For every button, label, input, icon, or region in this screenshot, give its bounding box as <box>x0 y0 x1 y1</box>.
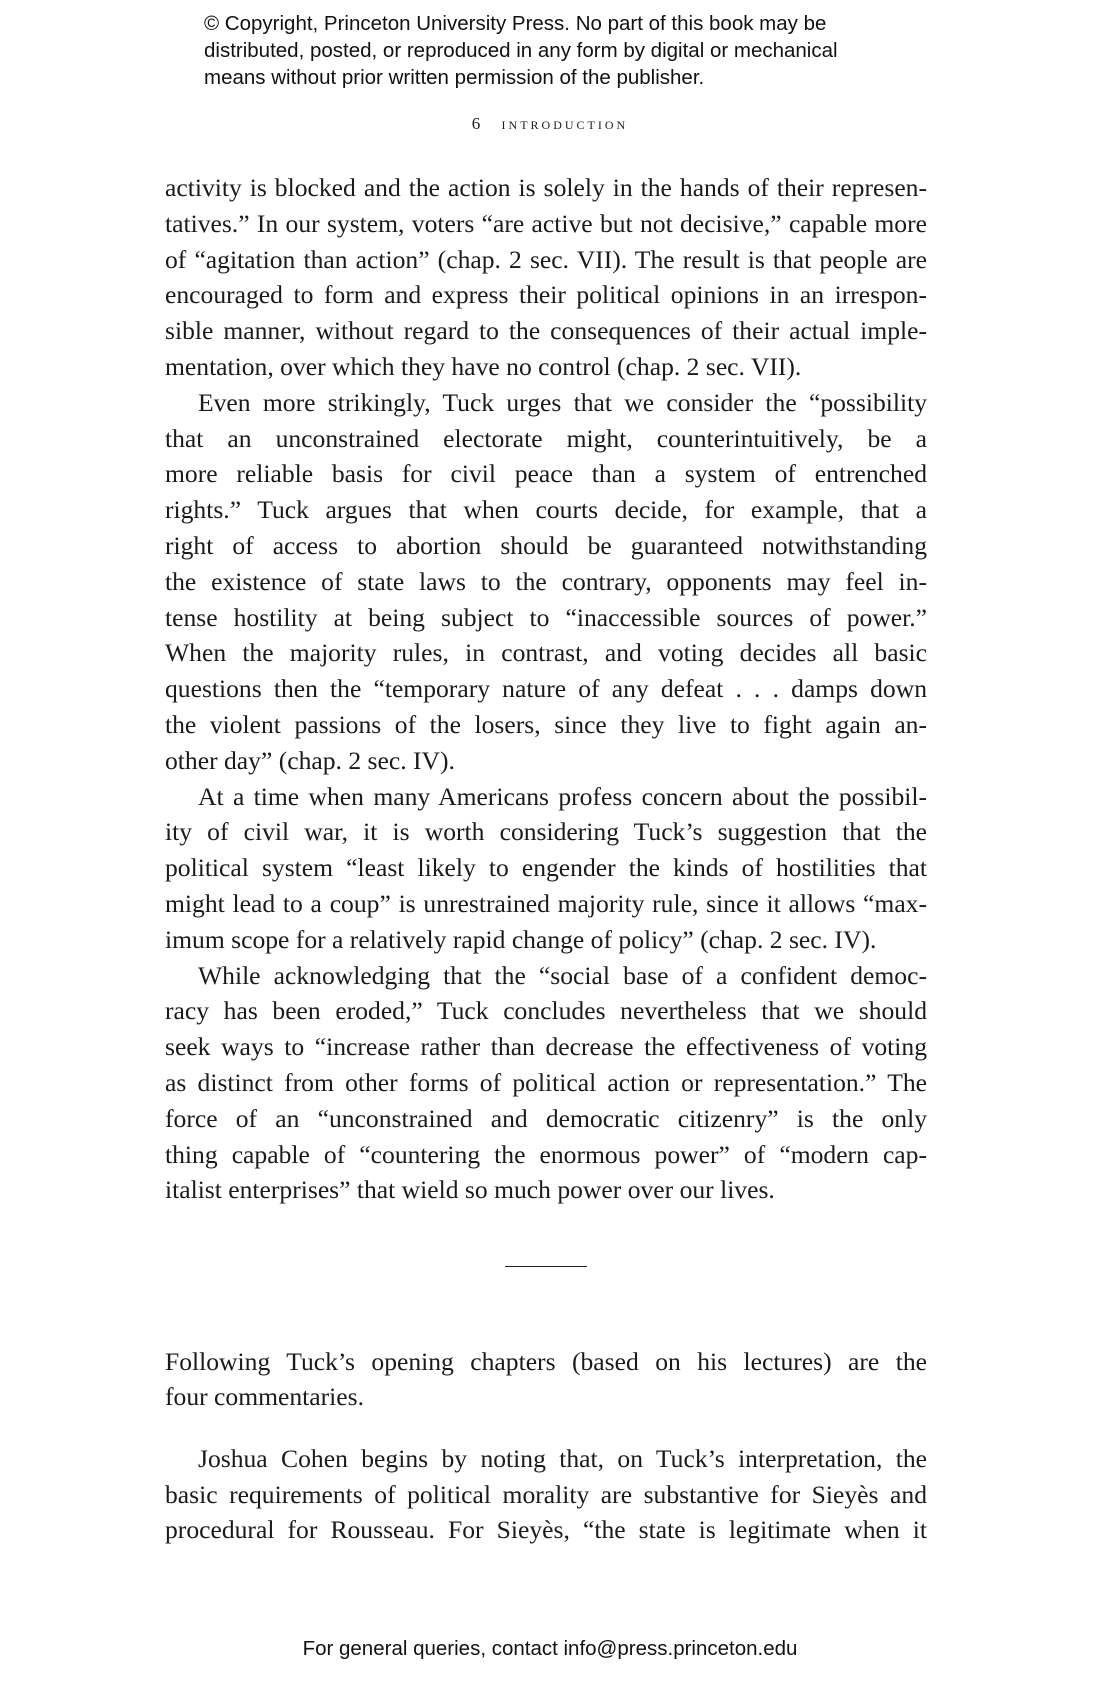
text-line: force of an “unconstrained and democratic citizenry” is the only <box>165 1103 927 1133</box>
main-text-continued <box>165 1318 927 1574</box>
text-line: four commentaries. <box>165 1382 364 1412</box>
text-line: racy has been eroded,” Tuck concludes nevertheless that we should <box>165 996 927 1026</box>
text-line: of “agitation than action” (chap. 2 sec. VII). The result is that people are <box>165 244 927 274</box>
footer-contact: For general queries, contact info@press.princeton.edu <box>302 1637 798 1660</box>
text-line: might lead to a coup” is unrestrained majority rule, since it allows “max- <box>165 888 927 918</box>
text-line: procedural for Rousseau. For Sieyès, “the state is legitimate when it <box>165 1515 927 1545</box>
running-head <box>0 114 1100 134</box>
page-number: 6 <box>471 114 481 133</box>
section-divider <box>505 1266 587 1267</box>
text-line: that an unconstrained electorate might, counterintuitively, be a <box>165 423 927 453</box>
text-line: seek ways to “increase rather than decrease the effectiveness of voting <box>165 1032 927 1062</box>
text-line: right of access to abortion should be guaranteed notwithstanding <box>165 530 927 560</box>
paragraph <box>165 958 927 1209</box>
text-line: as distinct from other forms of political action or representation.” The <box>165 1067 927 1097</box>
text-line: mentation, over which they have no control (chap. 2 sec. VII). <box>165 351 802 381</box>
text-line: the existence of state laws to the contrary, opponents may feel in- <box>165 566 927 596</box>
text-line: Following Tuck’s opening chapters (based on his lectures) are the <box>165 1346 927 1376</box>
text-line: imum scope for a relatively rapid change of policy” (chap. 2 sec. IV). <box>165 924 877 954</box>
paragraph <box>165 1441 927 1548</box>
copyright-notice <box>204 10 944 91</box>
text-line: rights.” Tuck argues that when courts decide, for example, that a <box>165 495 927 525</box>
text-line: Joshua Cohen begins by noting that, on Tuck’s interpretation, the <box>198 1443 927 1473</box>
text-line: italist enterprises” that wield so much power over our lives. <box>165 1175 775 1205</box>
copyright-line: © Copyright, Princeton University Press. No part of this book may be <box>204 12 827 35</box>
copyright-line: means without prior written permission of the publisher. <box>204 66 705 89</box>
text-line: more reliable basis for civil peace than a system of entrenched <box>165 459 927 489</box>
text-line: questions then the “temporary nature of any defeat . . . damps down <box>165 674 927 704</box>
text-line: thing capable of “countering the enormous power” of “modern cap- <box>165 1139 927 1169</box>
text-line: While acknowledging that the “social base of a confident democ- <box>198 960 927 990</box>
text-line: the violent passions of the losers, since they live to fight again an- <box>165 709 927 739</box>
main-text <box>165 170 927 1208</box>
copyright-line: distributed, posted, or reproduced in any form by digital or mechanical <box>204 39 838 62</box>
text-line: When the majority rules, in contrast, and voting decides all basic <box>165 638 927 668</box>
text-line: sible manner, without regard to the consequences of their actual imple- <box>165 316 927 346</box>
paragraph <box>165 170 927 385</box>
paragraph <box>165 1344 927 1416</box>
text-line: ity of civil war, it is worth considering Tuck’s suggestion that the <box>165 817 927 847</box>
text-line: Even more strikingly, Tuck urges that we consider the “possibility <box>198 387 927 417</box>
text-line: basic requirements of political morality are substantive for Sieyès and <box>165 1479 927 1509</box>
text-line: At a time when many Americans profess concern about the possibil- <box>198 781 927 811</box>
paragraph <box>165 385 927 779</box>
text-line: tense hostility at being subject to “inaccessible sources of power.” <box>165 602 927 632</box>
paragraph <box>165 779 927 958</box>
section-title: introduction <box>501 114 629 133</box>
text-line: tatives.” In our system, voters “are active but not decisive,” capable more <box>165 208 927 238</box>
text-line: political system “least likely to engender the kinds of hostilities that <box>165 853 927 883</box>
text-line: activity is blocked and the action is solely in the hands of their represen- <box>165 173 927 202</box>
text-line: encouraged to form and express their political opinions in an irrespon- <box>165 280 927 310</box>
text-line: other day” (chap. 2 sec. IV). <box>165 745 455 775</box>
